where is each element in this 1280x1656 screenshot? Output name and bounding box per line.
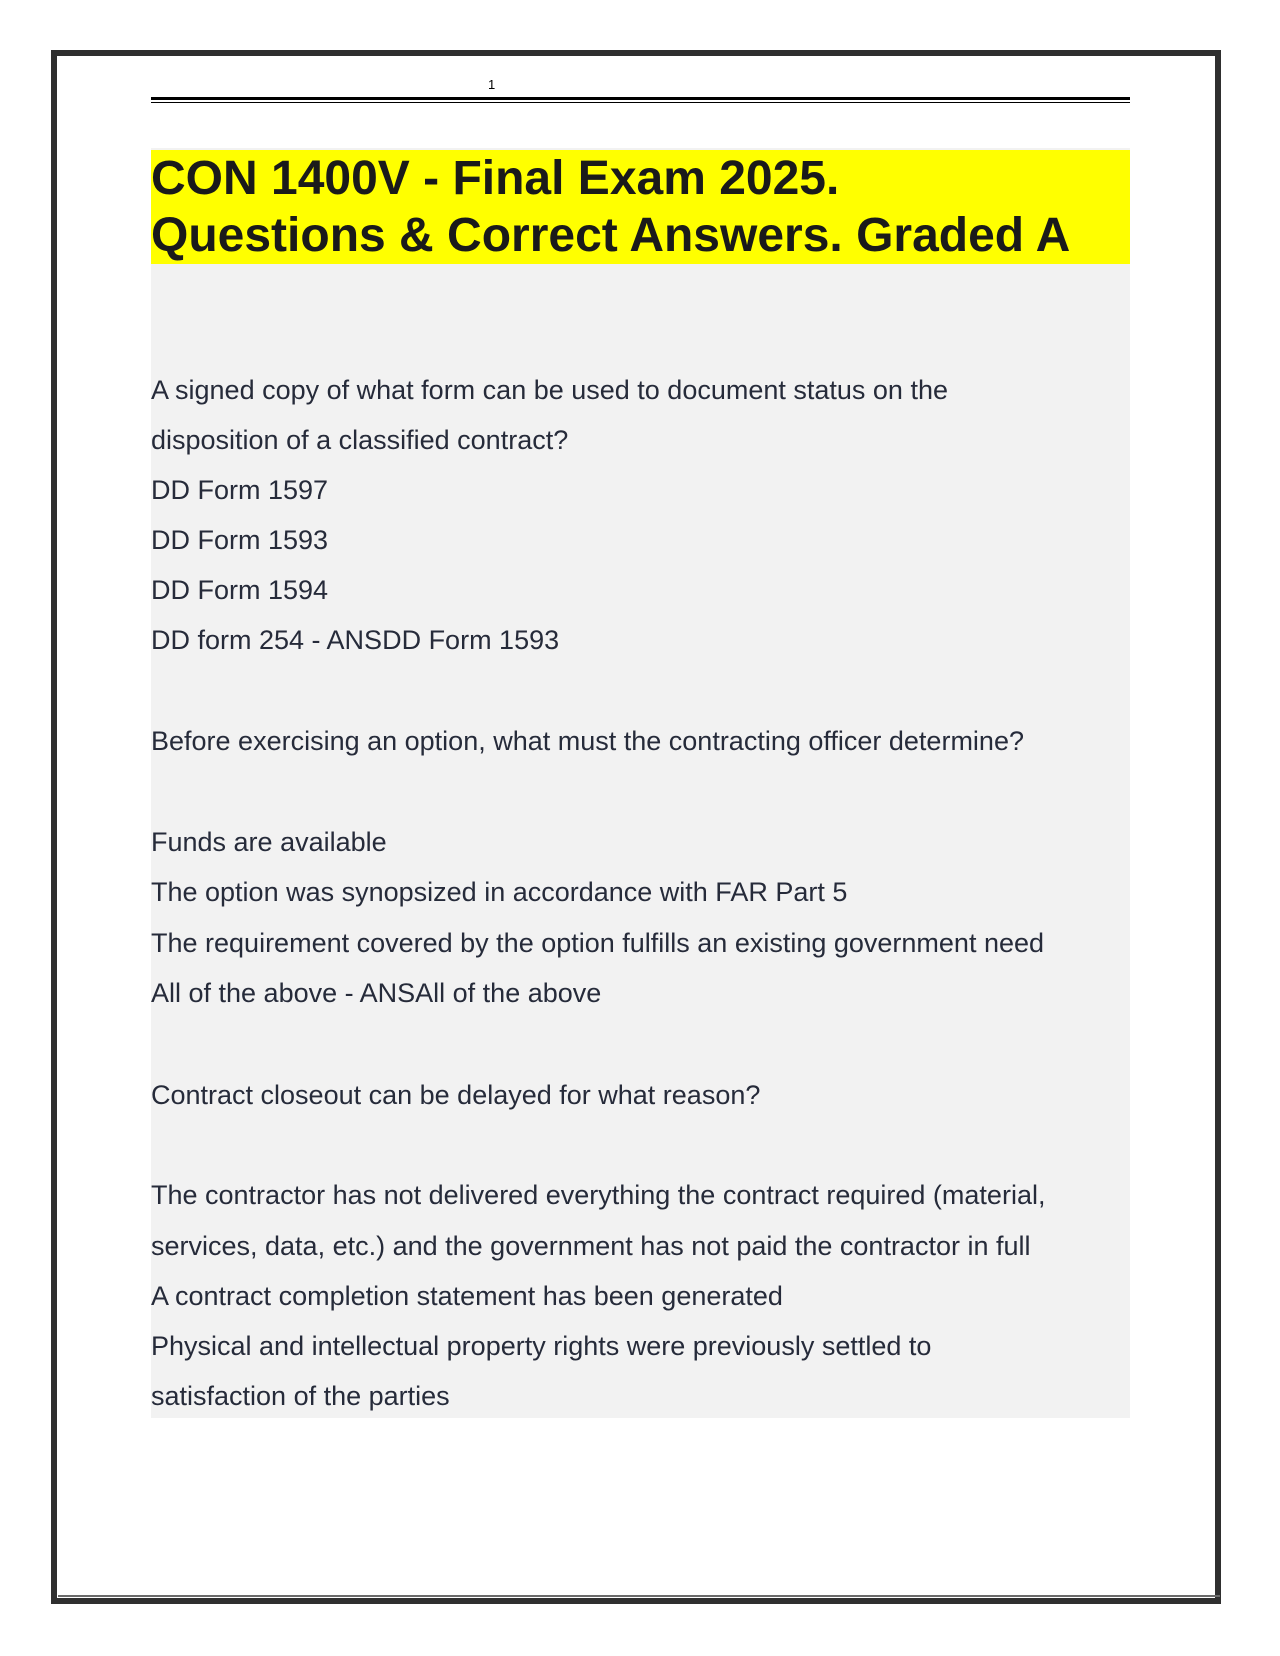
question-1-option-3: DD Form 1594 [151, 575, 329, 605]
question-2-option-3: The requirement covered by the option fulfills an existing government need [151, 928, 1045, 958]
question-2-option-2: The option was synopsized in accordance with FAR Part 5 [151, 877, 848, 907]
page-number: 1 [488, 77, 496, 92]
question-1-text-line-2: disposition of a classified contract? [151, 425, 569, 455]
question-2-option-1: Funds are available [151, 827, 387, 857]
question-1-answer: DD form 254 - ANSDD Form 1593 [151, 625, 560, 655]
question-3-option-1-line-1: The contractor has not delivered everything the contract required (material, [151, 1180, 1046, 1210]
title-line-1: CON 1400V - Final Exam 2025. [151, 150, 1130, 207]
question-3-option-3-line-1: Physical and intellectual property rights were previously settled to [151, 1331, 932, 1361]
question-2-answer: All of the above - ANSAll of the above [151, 978, 602, 1008]
document-title [151, 150, 1130, 264]
question-3-option-2: A contract completion statement has been generated [151, 1281, 783, 1311]
question-1-text-line-1: A signed copy of what form can be used to document status on the [151, 375, 948, 405]
question-2-text: Before exercising an option, what must the contracting officer determine? [151, 726, 1024, 756]
header-rule [151, 97, 1130, 100]
question-3-option-1-line-2: services, data, etc.) and the government has not paid the contractor in full [151, 1231, 1031, 1261]
question-1-option-2: DD Form 1593 [151, 525, 329, 555]
title-line-2: Questions & Correct Answers. Graded A [151, 207, 1130, 264]
page-border-bottom-line [58, 1595, 1220, 1597]
question-3-option-3-line-2: satisfaction of the parties [151, 1381, 450, 1411]
question-3-text: Contract closeout can be delayed for what reason? [151, 1080, 761, 1110]
question-1-option-1: DD Form 1597 [151, 475, 329, 505]
header-rule-thin [151, 102, 1130, 103]
